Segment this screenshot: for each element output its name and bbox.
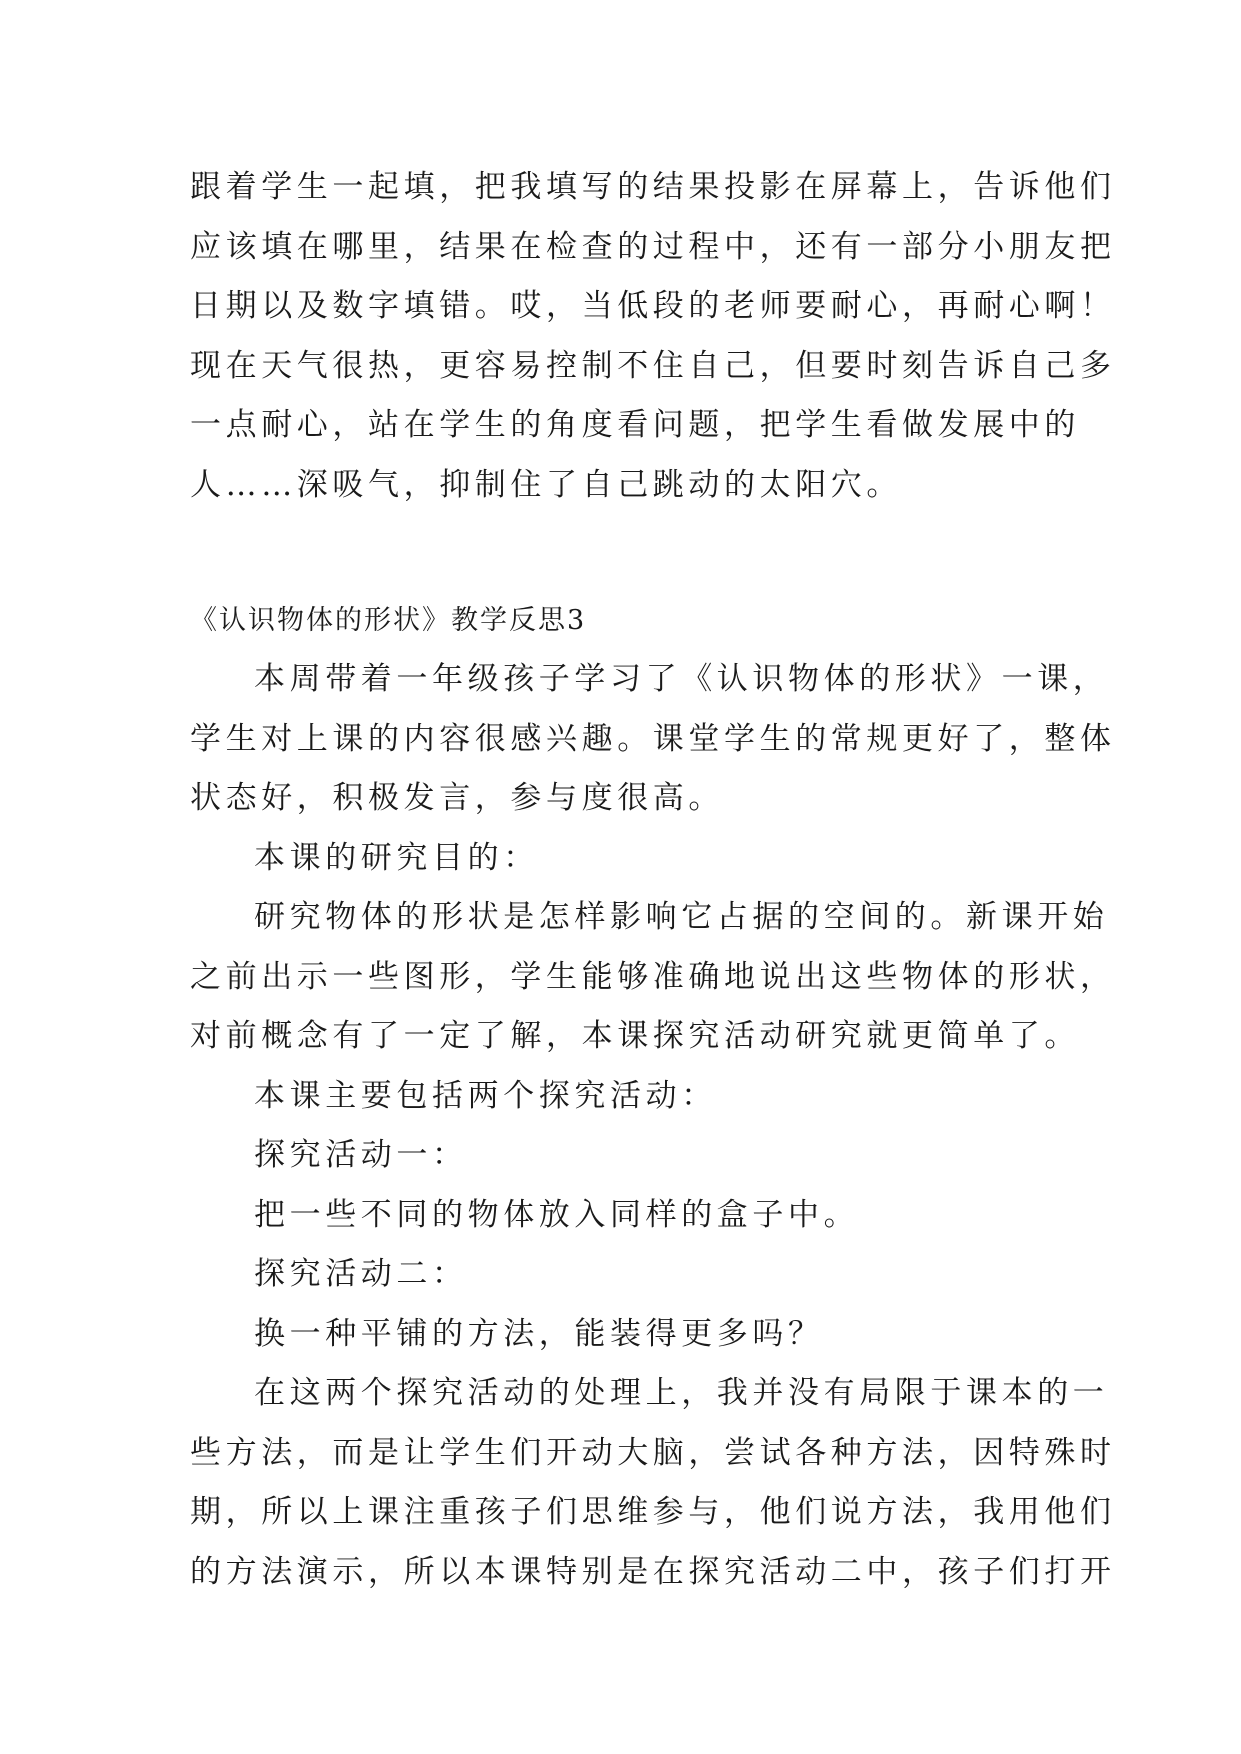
text-line: 现在天气很热，更容易控制不住自己，但要时刻告诉自己多 — [190, 347, 1116, 384]
text-line: 应该填在哪里，结果在检查的过程中，还有一部分小朋友把 — [190, 228, 1116, 265]
text-line: 些方法，而是让学生们开动大脑，尝试各种方法，因特殊时 — [190, 1434, 1116, 1471]
text-line: 换一种平铺的方法，能装得更多吗？ — [254, 1315, 824, 1352]
text-line: 探究活动二： — [254, 1256, 468, 1292]
text-line: 人……深吸气，抑制住了自己跳动的太阳穴。 — [190, 466, 902, 503]
text-line: 本课的研究目的： — [254, 839, 539, 876]
section-title: 《认识物体的形状》教学反思3 — [190, 605, 587, 636]
text-line: 的方法演示，所以本课特别是在探究活动二中，孩子们打开 — [190, 1553, 1116, 1590]
text-line: 探究活动一： — [254, 1137, 468, 1173]
text-line: 日期以及数字填错。哎，当低段的老师要耐心，再耐心啊！ — [190, 288, 1116, 324]
section-gap — [190, 515, 1060, 591]
text-line: 一点耐心，站在学生的角度看问题，把学生看做发展中的 — [190, 407, 1080, 443]
document-content — [190, 158, 1116, 1602]
text-line: 学生对上课的内容很感兴趣。课堂学生的常规更好了，整体 — [190, 720, 1116, 757]
text-line: 跟着学生一起填，把我填写的结果投影在屏幕上，告诉他们 — [190, 169, 1116, 205]
text-line: 之前出示一些图形，学生能够准确地说出这些物体的形状， — [190, 958, 1116, 995]
text-line: 在这两个探究活动的处理上，我并没有局限于课本的一 — [254, 1375, 1109, 1411]
text-line: 研究物体的形状是怎样影响它占据的空间的。新课开始 — [254, 899, 1109, 935]
top-paragraph — [190, 158, 1116, 515]
text-line: 本周带着一年级孩子学习了《认识物体的形状》一课， — [254, 661, 1109, 697]
text-line: 把一些不同的物体放入同样的盒子中。 — [254, 1196, 860, 1233]
text-line: 期，所以上课注重孩子们思维参与，他们说方法，我用他们 — [190, 1494, 1116, 1530]
text-line: 对前概念有了一定了解，本课探究活动研究就更简单了。 — [190, 1018, 1080, 1054]
body-paragraphs — [190, 650, 1116, 1602]
text-line: 状态好，积极发言，参与度很高。 — [190, 780, 724, 816]
text-line: 本课主要包括两个探究活动： — [254, 1077, 717, 1114]
